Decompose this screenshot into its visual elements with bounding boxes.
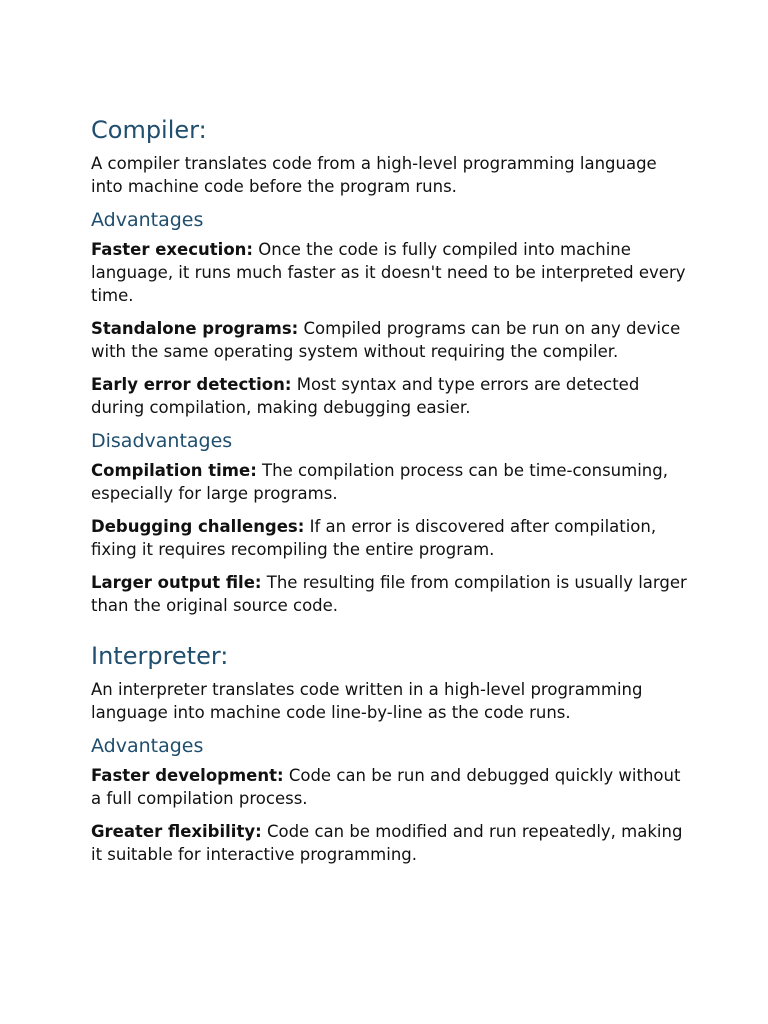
advantage-item [91, 764, 688, 810]
disadvantage-item [91, 459, 688, 505]
advantage-term: Faster execution: [91, 240, 253, 259]
disadvantage-item [91, 515, 688, 561]
advantage-item [91, 317, 688, 363]
advantage-text: Compiled programs can be run on any device with the same operating system without requiring the compiler. [91, 319, 681, 361]
disadvantage-term: Larger output file: [91, 573, 262, 592]
advantage-term: Standalone programs: [91, 319, 299, 338]
disadvantage-text: The resulting file from compilation is usually larger than the original source code. [91, 573, 687, 615]
disadvantage-term: Compilation time: [91, 461, 257, 480]
advantage-term: Early error detection: [91, 375, 292, 394]
interpreter-advantages-heading: Advantages [91, 735, 204, 757]
disadvantage-term: Debugging challenges: [91, 517, 305, 536]
advantage-text: Once the code is fully compiled into machine language, it runs much faster as it doesn't need to be interpreted every time. [91, 240, 686, 305]
advantage-item [91, 820, 688, 866]
interpreter-heading: Interpreter: [91, 642, 229, 670]
advantage-text: Most syntax and type errors are detected during compilation, making debugging easier. [91, 375, 640, 417]
compiler-section [91, 115, 688, 617]
interpreter-section [91, 641, 688, 866]
compiler-intro: A compiler translates code from a high-level programming language into machine code before the program runs. [91, 154, 657, 196]
advantage-item [91, 373, 688, 419]
interpreter-intro: An interpreter translates code written in a high-level programming language into machine code line-by-line as the code runs. [91, 680, 643, 722]
advantage-text: Code can be run and debugged quickly without a full compilation process. [91, 766, 681, 808]
compiler-disadvantages-heading: Disadvantages [91, 430, 233, 452]
advantage-item [91, 238, 688, 307]
compiler-advantages-heading: Advantages [91, 209, 204, 231]
disadvantage-text: The compilation process can be time-consuming, especially for large programs. [91, 461, 668, 503]
advantage-term: Faster development: [91, 766, 284, 785]
disadvantage-text: If an error is discovered after compilation, fixing it requires recompiling the entire program. [91, 517, 657, 559]
compiler-heading: Compiler: [91, 116, 207, 144]
advantage-term: Greater flexibility: [91, 822, 262, 841]
disadvantage-item [91, 571, 688, 617]
advantage-text: Code can be modified and run repeatedly, making it suitable for interactive programming. [91, 822, 683, 864]
